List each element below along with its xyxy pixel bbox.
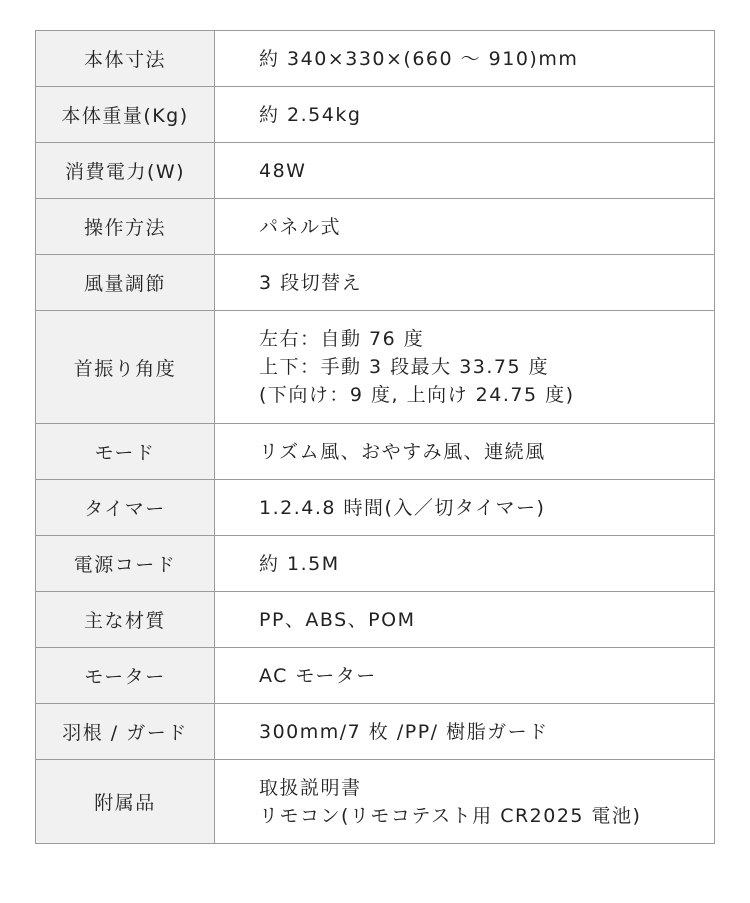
spec-row-material — [36, 592, 715, 648]
spec-value — [215, 255, 715, 311]
spec-label: モーター — [36, 648, 215, 704]
spec-value — [215, 311, 715, 424]
spec-value — [215, 143, 715, 199]
spec-value-line: (下向け：9 度, 上向け 24.75 度) — [259, 384, 575, 406]
spec-row-body-weight — [36, 87, 715, 143]
spec-label: 主な材質 — [36, 592, 215, 648]
spec-row-power-cord — [36, 536, 715, 592]
spec-row-body-size — [36, 31, 715, 87]
spec-label: 羽根 / ガード — [36, 704, 215, 760]
spec-value-line: リズム風、おやすみ風、連続風 — [259, 440, 546, 463]
spec-value — [215, 536, 715, 592]
spec-row-power-consumption — [36, 143, 715, 199]
spec-label: 本体寸法 — [36, 31, 215, 87]
spec-value — [215, 704, 715, 760]
spec-label: タイマー — [36, 480, 215, 536]
spec-label: 附属品 — [36, 760, 215, 844]
spec-row-blade-guard — [36, 704, 715, 760]
spec-value-line: AC モーター — [259, 664, 377, 687]
spec-row-operation — [36, 199, 715, 255]
spec-label: モード — [36, 424, 215, 480]
spec-label: 電源コード — [36, 536, 215, 592]
spec-value — [215, 87, 715, 143]
spec-value-line: 上下：手動 3 段最大 33.75 度 — [259, 356, 550, 378]
spec-value — [215, 592, 715, 648]
spec-value — [215, 480, 715, 536]
spec-row-motor — [36, 648, 715, 704]
spec-value-line: 約 2.54kg — [259, 103, 362, 126]
spec-label: 操作方法 — [36, 199, 215, 255]
spec-value-line: PP、ABS、POM — [259, 608, 416, 631]
spec-row-mode — [36, 424, 715, 480]
spec-row-airflow — [36, 255, 715, 311]
spec-value — [215, 199, 715, 255]
spec-table — [35, 30, 715, 844]
spec-label: 首振り角度 — [36, 311, 215, 424]
spec-value — [215, 424, 715, 480]
spec-value-line: 約 340×330×(660 〜 910)mm — [259, 47, 579, 70]
spec-value — [215, 648, 715, 704]
spec-row-oscillation — [36, 311, 715, 424]
spec-label: 本体重量(Kg) — [36, 87, 215, 143]
spec-value-line: リモコン(リモコテスト用 CR2025 電池) — [259, 804, 642, 827]
spec-value-line: パネル式 — [259, 215, 342, 238]
spec-value-line: 1.2.4.8 時間(入／切タイマー) — [259, 496, 546, 519]
spec-value-line: 取扱説明書 — [259, 776, 362, 799]
spec-value-line: 48W — [259, 159, 307, 182]
spec-label: 消費電力(W) — [36, 143, 215, 199]
spec-row-timer — [36, 480, 715, 536]
spec-value-line: 3 段切替え — [259, 271, 363, 294]
spec-label: 風量調節 — [36, 255, 215, 311]
spec-value-line: 約 1.5M — [259, 552, 340, 575]
spec-value-line: 左右：自動 76 度 — [259, 328, 425, 350]
spec-value — [215, 31, 715, 87]
spec-row-accessories — [36, 760, 715, 844]
spec-value — [215, 760, 715, 844]
spec-value-line: 300mm/7 枚 /PP/ 樹脂ガード — [259, 720, 549, 743]
